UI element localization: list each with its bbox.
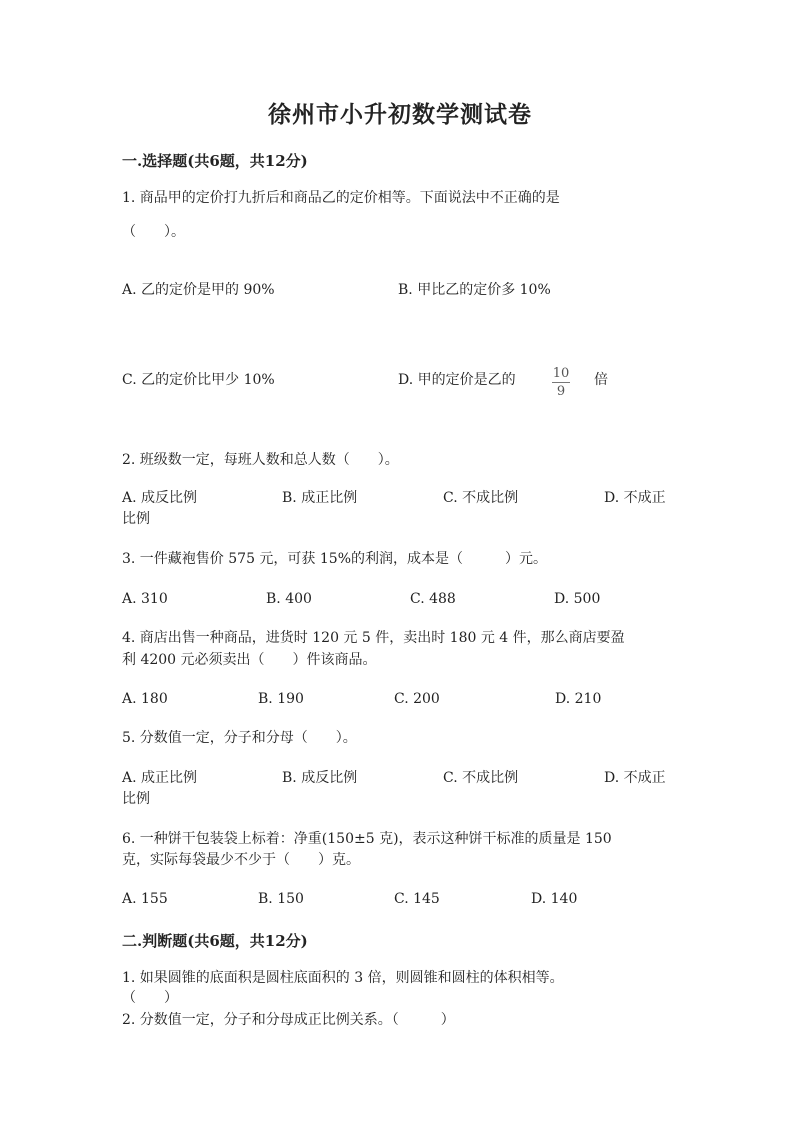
section-heading-judgement: 二.判断题(共6题，共12分) xyxy=(122,932,308,950)
question-1-text: 1. 商品甲的定价打九折后和商品乙的定价相等。下面说法中不正确的是 xyxy=(122,190,560,206)
question-5-option-a: A. 成正比例 xyxy=(122,770,198,786)
question-4-text: 4. 商店出售一种商品，进货时 120 元 5 件，卖出时 180 元 4 件，那么商店要盈 xyxy=(122,630,625,646)
judgement-2-text: 2. 分数值一定，分子和分母成正比例关系。（ ） xyxy=(122,1012,455,1028)
question-1-option-d-suffix: 倍 xyxy=(594,372,608,388)
question-1-option-d: D. 甲的定价是乙的 xyxy=(398,372,516,388)
question-6-option-b: B. 150 xyxy=(258,891,304,907)
question-2-option-b: B. 成正比例 xyxy=(282,490,358,506)
question-4-option-b: B. 190 xyxy=(258,691,304,707)
question-2-text: 2. 班级数一定，每班人数和总人数（ ）。 xyxy=(122,452,399,468)
question-5-option-b: B. 成反比例 xyxy=(282,770,358,786)
question-4-option-c: C. 200 xyxy=(394,691,440,707)
fraction-denominator: 9 xyxy=(556,384,566,399)
question-4-option-a: A. 180 xyxy=(122,691,168,707)
question-5-option-d: D. 不成正 xyxy=(604,770,666,786)
judgement-1-blank: （ ） xyxy=(122,990,178,1006)
question-3-option-b: B. 400 xyxy=(266,591,312,607)
section-heading-choice: 一.选择题(共6题，共12分) xyxy=(122,152,308,170)
question-1-option-a: A. 乙的定价是甲的 90% xyxy=(122,282,275,298)
question-3-text: 3. 一件藏袍售价 575 元，可获 15%的利润，成本是（ ）元。 xyxy=(122,551,547,567)
question-2-option-c: C. 不成比例 xyxy=(443,490,519,506)
question-6-option-c: C. 145 xyxy=(394,891,440,907)
question-6-option-d: D. 140 xyxy=(531,891,578,907)
page-title: 徐州市小升初数学测试卷 xyxy=(268,101,532,128)
fraction-ten-ninths xyxy=(552,366,570,399)
question-6-option-a: A. 155 xyxy=(122,891,168,907)
question-6-text: 6. 一种饼干包装袋上标着：净重(150±5 克)，表示这种饼干标准的质量是 150 xyxy=(122,831,612,847)
question-3-option-c: C. 488 xyxy=(410,591,456,607)
question-6-text-line2: 克，实际每袋最少不少于（ ）克。 xyxy=(122,852,360,868)
question-2-option-d-wrap: 比例 xyxy=(122,511,150,527)
question-4-text-line2: 利 4200 元必须卖出（ ）件该商品。 xyxy=(122,652,377,668)
question-4-option-d: D. 210 xyxy=(555,691,602,707)
question-1-blank: （ ）。 xyxy=(122,224,185,240)
judgement-1-text: 1. 如果圆锥的底面积是圆柱底面积的 3 倍，则圆锥和圆柱的体积相等。 xyxy=(122,970,564,986)
fraction-numerator: 10 xyxy=(552,366,570,381)
question-1-option-b: B. 甲比乙的定价多 10% xyxy=(398,282,551,298)
question-3-option-a: A. 310 xyxy=(122,591,168,607)
question-2-option-d: D. 不成正 xyxy=(604,490,666,506)
question-5-text: 5. 分数值一定，分子和分母（ ）。 xyxy=(122,730,357,746)
question-5-option-d-wrap: 比例 xyxy=(122,791,150,807)
question-1-option-c: C. 乙的定价比甲少 10% xyxy=(122,372,275,388)
question-2-option-a: A. 成反比例 xyxy=(122,490,198,506)
question-3-option-d: D. 500 xyxy=(554,591,601,607)
question-5-option-c: C. 不成比例 xyxy=(443,770,519,786)
